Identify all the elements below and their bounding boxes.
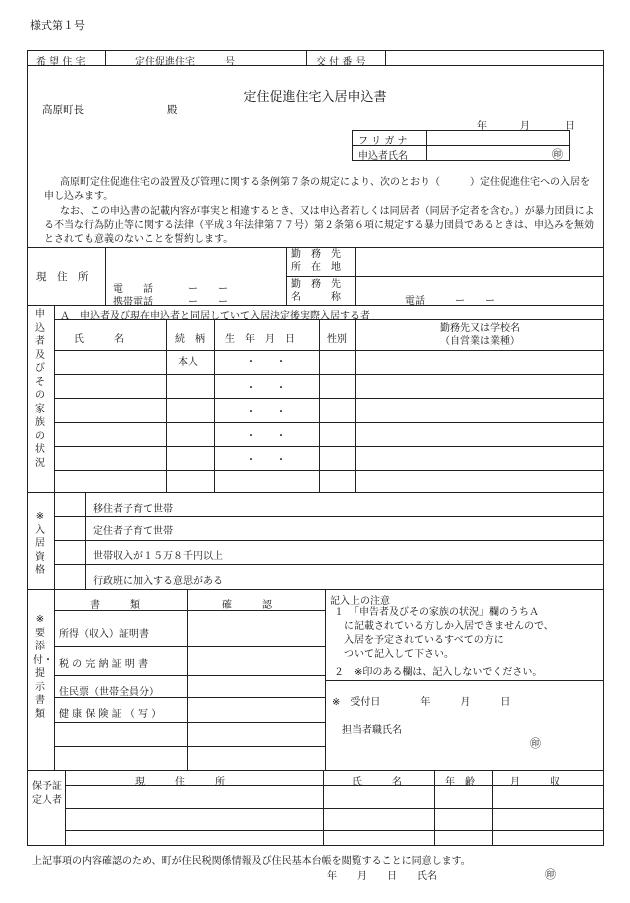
row-1-dob[interactable]: ・ ・ <box>246 357 286 368</box>
row-5-dob[interactable]: ・ ・ <box>246 455 286 466</box>
document-tax-cert: 税 の 完 納 証 明 書 <box>59 659 149 670</box>
document-resident-cert: 住民票（世帯全員分） <box>59 687 159 698</box>
applicant-seal-icon: ㊞ <box>552 148 563 161</box>
qualification-item-2: 定住者子育て世帯 <box>93 526 173 537</box>
work-location-label: 勤 務 先 所 在 地 <box>291 249 341 273</box>
document-income-cert: 所得（収入）証明書 <box>59 629 149 640</box>
row-4-dob[interactable]: ・ ・ <box>246 431 286 442</box>
family-side-label: 申込者及びその家族の状況 <box>35 309 45 469</box>
consent-statement: 上記事項の内容確認のため、町が住民税関係情報及び住民基本台帳を閲覧することに同意します。 <box>32 856 471 867</box>
documents-side-label: ※要添付・提示書類 <box>33 614 53 720</box>
current-address-field[interactable] <box>110 250 282 276</box>
issue-number-label: 交 付 番 号 <box>316 57 366 68</box>
qualification-item-1: 移住者子育て世帯 <box>93 504 173 515</box>
current-address-label: 現 住 所 <box>36 271 89 283</box>
note-1: １ 「申告者及びその家族の状況」欄のうちＡ に記載されている方しか入居できませんので、 入居を予定されているすべての方に ついて記入して下さい。 <box>334 607 554 660</box>
col-workplace: 勤務先又は学校名 （自営業は業種） <box>440 323 520 347</box>
note-2: ２ ※印のある欄は、記入しないでください。 <box>334 667 543 678</box>
work-name-label: 勤 務 先 名 称 <box>291 279 341 303</box>
officer-name-label: 担当者職氏名 <box>342 725 402 736</box>
phone-label: 電 話 <box>113 284 153 295</box>
officer-seal-icon: ㊞ <box>530 737 541 750</box>
guarantor-side-label: 保予証定人者 <box>32 781 62 806</box>
date-day[interactable]: 日 <box>565 121 575 132</box>
col-guarantor-name: 氏 名 <box>352 777 402 788</box>
furigana-label: フ リ ガ ナ <box>358 136 408 147</box>
col-guarantor-age: 年 齢 <box>445 777 475 788</box>
date-month[interactable]: 月 <box>520 121 530 132</box>
qualification-item-3: 世帯収入が１５万８千円以上 <box>93 551 223 562</box>
col-name: 氏 名 <box>74 334 124 345</box>
qualification-check-2[interactable] <box>60 520 80 536</box>
row-3-dob[interactable]: ・ ・ <box>246 407 286 418</box>
consent-seal-icon: ㊞ <box>545 868 556 881</box>
form-number: 様式第１号 <box>30 19 85 32</box>
form-frame <box>27 50 604 846</box>
work-phone-label: 電話 <box>405 296 425 307</box>
addressee: 高原町長 <box>42 104 84 116</box>
issue-number-field[interactable] <box>390 52 600 64</box>
notes-title: 記入上の注意 <box>330 596 390 607</box>
body-paragraph-2: なお、この申込書の記載内容が事実と相違するとき、又は申込者若しくは同居者（同居予定者を含む。）が暴力団員による不当な行為防止等に関する法律（平成３年法律第７７号）第２条第６項に規定する暴力団員であるときは、申込みを無効とされても意義のないことを誓約します。 <box>44 206 595 245</box>
work-location-field[interactable] <box>360 249 600 275</box>
qualification-item-4: 行政班に加入する意思がある <box>93 576 223 587</box>
date-year[interactable]: 年 <box>477 121 487 132</box>
col-relation: 続 柄 <box>175 334 205 345</box>
mobile-label: 携帯電話 <box>113 297 153 308</box>
qualification-check-4[interactable] <box>60 568 80 584</box>
furigana-field[interactable] <box>430 131 566 144</box>
col-confirmation: 確 認 <box>222 600 272 611</box>
row-1-relation: 本人 <box>178 357 198 368</box>
row-2-dob[interactable]: ・ ・ <box>246 383 286 394</box>
phone-field[interactable]: ー ー <box>188 284 228 295</box>
col-guarantor-address: 現 住 所 <box>135 777 225 788</box>
qualification-check-3[interactable] <box>60 544 80 560</box>
desired-housing-label: 希 望 住 宅 <box>36 57 86 68</box>
document-insurance-card: 健 康 保 険 証 （ 写 ） <box>59 709 162 720</box>
consent-date-name[interactable]: 年 月 日 氏名 <box>327 871 437 882</box>
qualification-side-label: ※入居資格 <box>35 511 45 576</box>
received-date[interactable]: ※ 受付日 年 月 日 <box>332 697 511 708</box>
body-paragraph-1: 高原町定住促進住宅の設置及び管理に関する条例第７条の規定により、次のとおり（ ）定住促進住宅への入居を申し込みます。 <box>44 177 590 202</box>
mobile-field[interactable]: ー ー <box>188 297 228 308</box>
applicant-name-label: 申込者氏名 <box>358 151 408 162</box>
desired-housing-value[interactable]: 定住促進住宅 号 <box>135 57 235 68</box>
family-section-a: Ａ 申込者及び現在申込者と同居していて入居決定後実際入居する者 <box>60 311 370 322</box>
col-dob: 生 年 月 日 <box>225 334 295 345</box>
col-document-type: 書 類 <box>90 600 140 611</box>
qualification-check-1[interactable] <box>60 496 80 512</box>
addressee-honorific: 殿 <box>167 104 178 116</box>
work-phone-field[interactable]: ー ー <box>455 296 495 307</box>
col-sex: 性別 <box>327 334 347 345</box>
col-guarantor-income: 月 収 <box>510 777 560 788</box>
form-title: 定住促進住宅入居申込書 <box>243 90 387 105</box>
applicant-name-field[interactable] <box>430 146 550 159</box>
